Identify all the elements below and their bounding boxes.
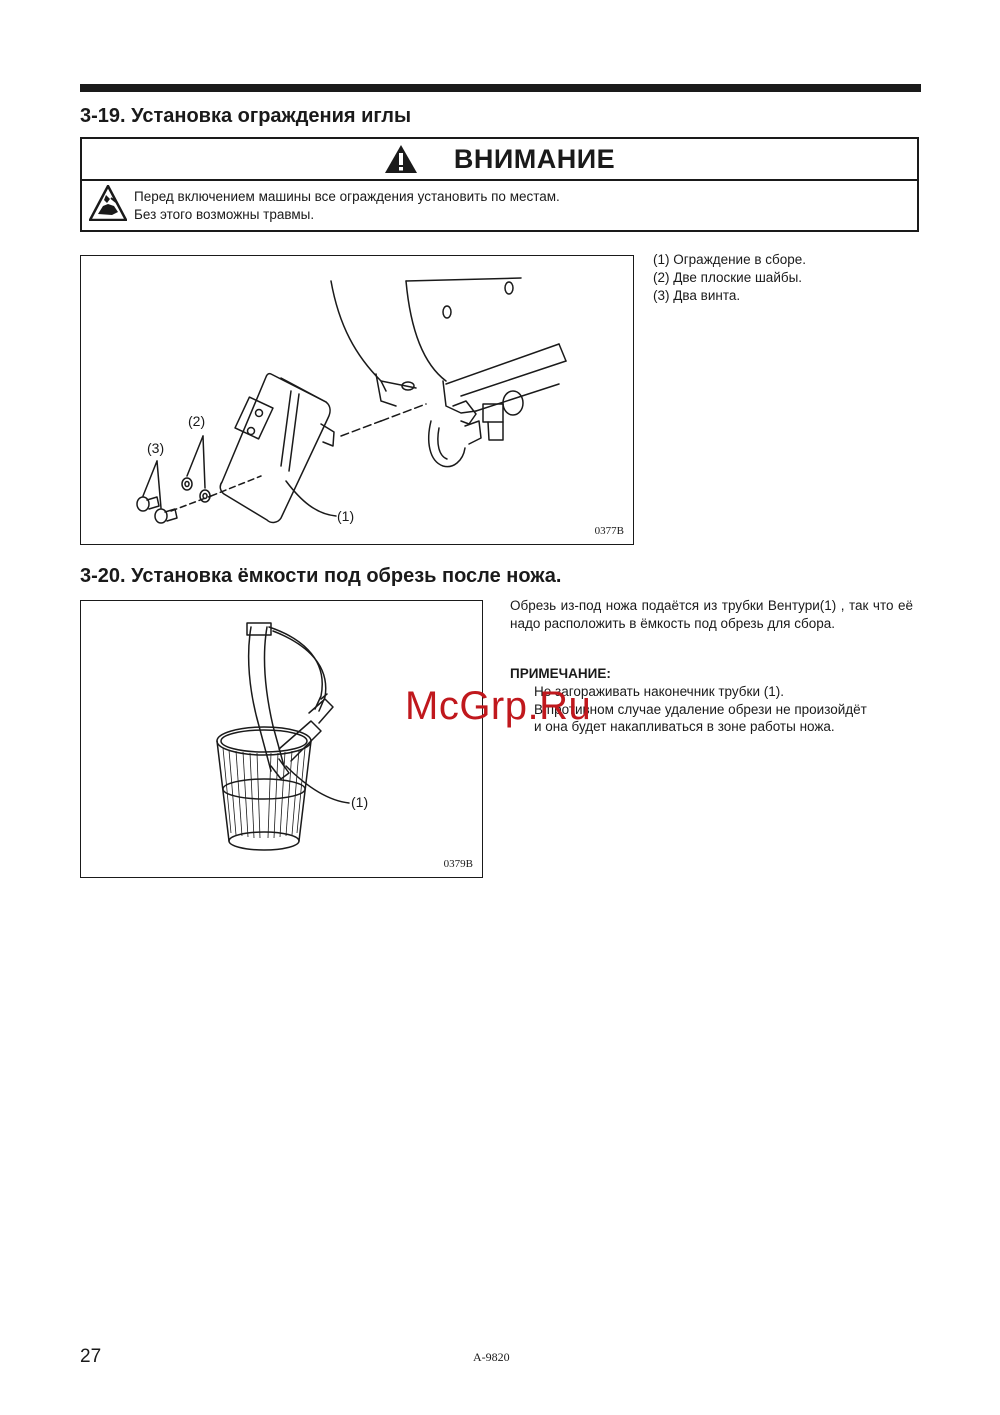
figure-needle-guard: [80, 255, 634, 545]
section-heading-3-20: 3-20. Установка ёмкости под обрезь после ножа.: [80, 565, 562, 587]
hand-injury-hazard-icon: [89, 185, 127, 221]
caution-body: [82, 181, 917, 230]
callout-3: (3): [147, 440, 165, 456]
legend: [653, 251, 806, 305]
needle-guard-illustration: [81, 256, 635, 546]
caution-header: [82, 139, 917, 181]
caution-box: [80, 137, 919, 232]
watermark: McGrp.Ru: [405, 684, 592, 728]
figure-scrap-container: [80, 600, 483, 878]
paragraph: Обрезь из-под ножа подаётся из трубки Вентури(1) , так что её надо расположить в ёмкость под обрезь для сбора.: [510, 598, 913, 631]
caution-line: Перед включением машины все ограждения установить по местам.: [134, 189, 560, 204]
document-code: A-9820: [473, 1350, 510, 1364]
warning-triangle-icon: [384, 144, 418, 174]
note-title: ПРИМЕЧАНИЕ:: [510, 666, 611, 681]
figure-code: 0379B: [443, 858, 473, 870]
figure-code: 0377B: [594, 525, 624, 537]
legend-item: (2) Две плоские шайбы.: [653, 270, 803, 285]
legend-item: (3) Два винта.: [653, 288, 741, 303]
note-line: Не загораживать наконечник трубки (1).: [534, 684, 784, 699]
section-heading-3-19: 3-19. Установка ограждения иглы: [80, 105, 412, 127]
note-line: В противном случае удаление обрези не произойдёт: [534, 702, 867, 717]
caution-title: ВНИМАНИЕ: [453, 143, 616, 174]
caution-line: Без этого возможны травмы.: [134, 207, 315, 222]
scrap-container-illustration: [81, 601, 484, 879]
callout-1: (1): [351, 794, 369, 810]
note-line: и она будет накапливаться в зоне работы ножа.: [534, 719, 835, 734]
callout-1: (1): [337, 508, 355, 524]
top-rule: [80, 84, 921, 92]
callout-2: (2): [188, 413, 206, 429]
page-number: 27: [80, 1346, 102, 1367]
legend-item: (1) Ограждение в сборе.: [653, 252, 807, 267]
